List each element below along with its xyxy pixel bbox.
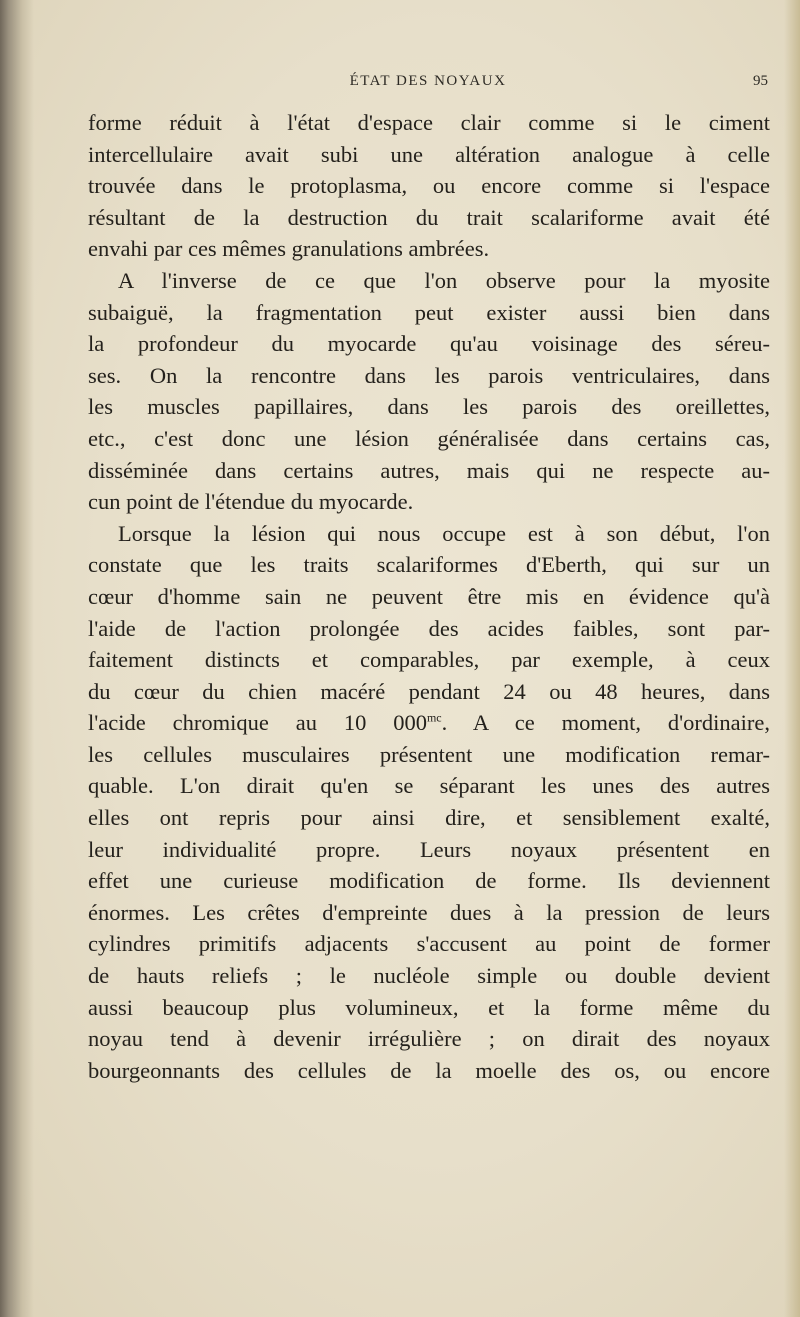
text-line: Lorsque la lésion qui nous occupe est à son début, l'on	[118, 520, 770, 546]
running-title: ÉTAT DES NOYAUX	[349, 73, 507, 89]
text-line: aussi beaucoup plus volumineux, et la forme même du	[88, 994, 770, 1020]
text-line: quable. L'on dirait qu'en se séparant les unes des autres	[88, 773, 770, 799]
text-line: la profondeur du myocarde qu'au voisinage des séreu-	[88, 331, 770, 357]
text-line: l'aide de l'action prolongée des acides faibles, sont par-	[88, 615, 770, 641]
text-line: ses. On la rencontre dans les parois ventriculaires, dans	[88, 362, 770, 388]
text-line: effet une curieuse modification de forme. Ils deviennent	[88, 868, 770, 894]
text-line: cylindres primitifs adjacents s'accusent au point de former	[88, 931, 770, 957]
page-header	[88, 73, 768, 95]
text-line: énormes. Les crêtes d'empreinte dues à la pression de leurs	[88, 899, 770, 925]
text-line: subaiguë, la fragmentation peut exister aussi bien dans	[88, 299, 770, 325]
text-line: bourgeonnants des cellules de la moelle des os, ou encore	[88, 1057, 770, 1083]
text-line: disséminée dans certains autres, mais qui ne respecte au-	[88, 457, 770, 483]
text-line	[88, 707, 770, 739]
superscript-abbreviation: mc	[426, 710, 442, 725]
text-line: résultant de la destruction du trait scalariforme avait été	[88, 204, 770, 230]
text-line: leur individualité propre. Leurs noyaux présentent en	[88, 836, 770, 862]
text-line: trouvée dans le protoplasma, ou encore comme si l'espace	[88, 173, 770, 199]
text-line: noyau tend à devenir irrégulière ; on dirait des noyaux	[88, 1026, 770, 1052]
text-line: constate que les traits scalariformes d'Eberth, qui sur un	[88, 552, 770, 578]
text-line: les muscles papillaires, dans les parois des oreillettes,	[88, 394, 770, 420]
text-line: cun point de l'étendue du myocarde.	[88, 489, 414, 515]
text-line: forme réduit à l'état d'espace clair comme si le ciment	[88, 110, 770, 135]
text-line: cœur d'homme sain ne peuvent être mis en évidence qu'à	[88, 583, 770, 609]
text-line: de hauts reliefs ; le nucléole simple ou double devient	[88, 963, 770, 989]
text-line: A l'inverse de ce que l'on observe pour la myosite	[118, 267, 770, 293]
body-text	[88, 107, 770, 1086]
text-line: envahi par ces mêmes granulations ambrées.	[88, 236, 490, 262]
text-fragment: . A ce moment, d'ordinaire,	[441, 710, 770, 736]
text-line: intercellulaire avait subi une altération analogue à celle	[88, 141, 770, 167]
binding-shadow	[0, 0, 34, 1317]
text-line: elles ont repris pour ainsi dire, et sensiblement exalté,	[88, 805, 770, 831]
text-line: faitement distincts et comparables, par exemple, à ceux	[88, 647, 770, 673]
text-fragment: l'acide chromique au 10 000	[88, 710, 427, 736]
text-line: du cœur du chien macéré pendant 24 ou 48 heures, dans	[88, 678, 770, 704]
text-line: etc., c'est donc une lésion généralisée dans certains cas,	[88, 425, 770, 451]
text-line: les cellules musculaires présentent une modification remar-	[88, 741, 770, 767]
page-edge-shading	[784, 0, 800, 1317]
page-number: 95	[753, 73, 768, 89]
